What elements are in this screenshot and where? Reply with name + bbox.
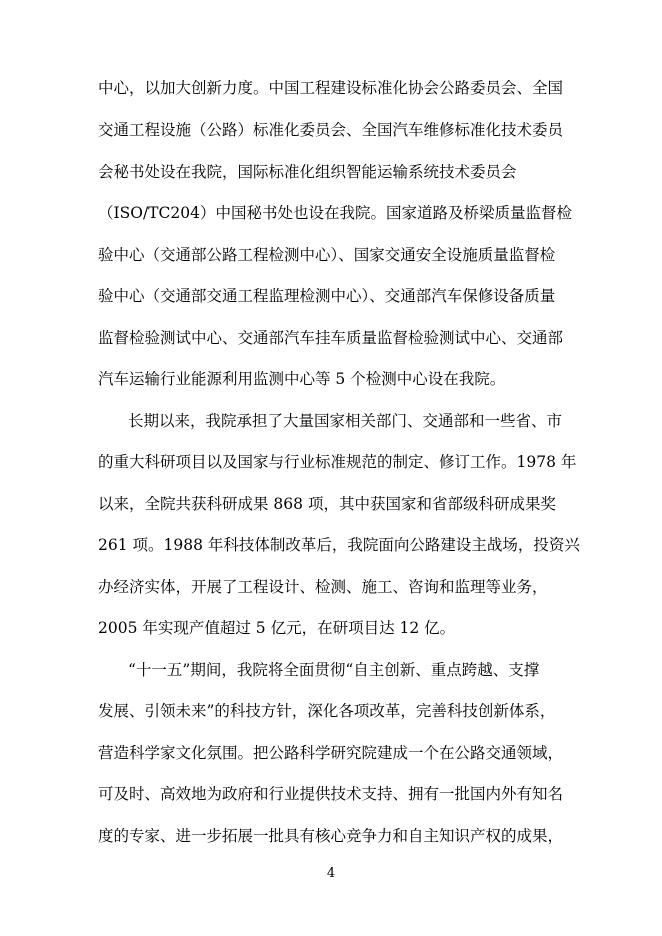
paragraph-1-line-3: 会秘书处设在我院，国际标准化组织智能运输系统技术委员会: [98, 163, 517, 181]
paragraph-3-line-2: 发展、引领未来”的科技方针，深化各项改革，完善科技创新体系，: [98, 702, 556, 720]
paragraph-2-line-2: 的重大科研项目以及国家与行业标准规范的制定、修订工作。1978 年: [98, 453, 577, 471]
paragraph-2-line-3: 以来，全院共获科研成果 868 项，其中获国家和省部级科研成果奖: [98, 495, 556, 513]
paragraph-1-line-8: 汽车运输行业能源利用监测中心等 5 个检测中心设在我院。: [98, 370, 506, 388]
paragraph-1-line-4: （ISO/TC204）中国秘书处也设在我院。国家道路及桥梁质量监督检: [98, 204, 572, 222]
paragraph-3-line-1: “十一五”期间，我院将全面贯彻“自主创新、重点跨越、支撑: [128, 661, 540, 679]
paragraph-2-line-1: 长期以来，我院承担了大量国家相关部门、交通部和一些省、市: [128, 412, 563, 430]
paragraph-1-line-7: 监督检验测试中心、交通部汽车挂车质量监督检验测试中心、交通部: [98, 329, 564, 347]
paragraph-1-line-1: 中心，以加大创新力度。中国工程建设标准化协会公路委员会、全国: [98, 79, 564, 97]
paragraph-1-line-2: 交通工程设施（公路）标准化委员会、全国汽车维修标准化技术委员: [98, 121, 564, 139]
paragraph-3-line-5: 度的专家、进一步拓展一批具有核心竞争力和自主知识产权的成果，: [98, 827, 564, 845]
paragraph-2-line-5: 办经济实体，开展了工程设计、检测、施工、咨询和监理等业务，: [98, 578, 548, 596]
paragraph-1-line-5: 验中心（交通部公路工程检测中心）、国家交通安全设施质量监督检: [98, 246, 556, 264]
paragraph-1-line-6: 验中心（交通部交通工程监理检测中心）、交通部汽车保修设备质量: [98, 287, 556, 305]
paragraph-2-line-6: 2005 年实现产值超过 5 亿元，在研项目达 12 亿。: [98, 619, 456, 637]
paragraph-3-line-3: 营造科学家文化氛围。把公路科学研究院建成一个在公路交通领域，: [98, 744, 564, 762]
page-number: 4: [326, 866, 336, 881]
paragraph-3-line-4: 可及时、高效地为政府和行业提供技术支持、拥有一批国内外有知名: [98, 785, 564, 803]
paragraph-2-line-4: 261 项。1988 年科技体制改革后，我院面向公路建设主战场，投资兴: [98, 536, 580, 554]
